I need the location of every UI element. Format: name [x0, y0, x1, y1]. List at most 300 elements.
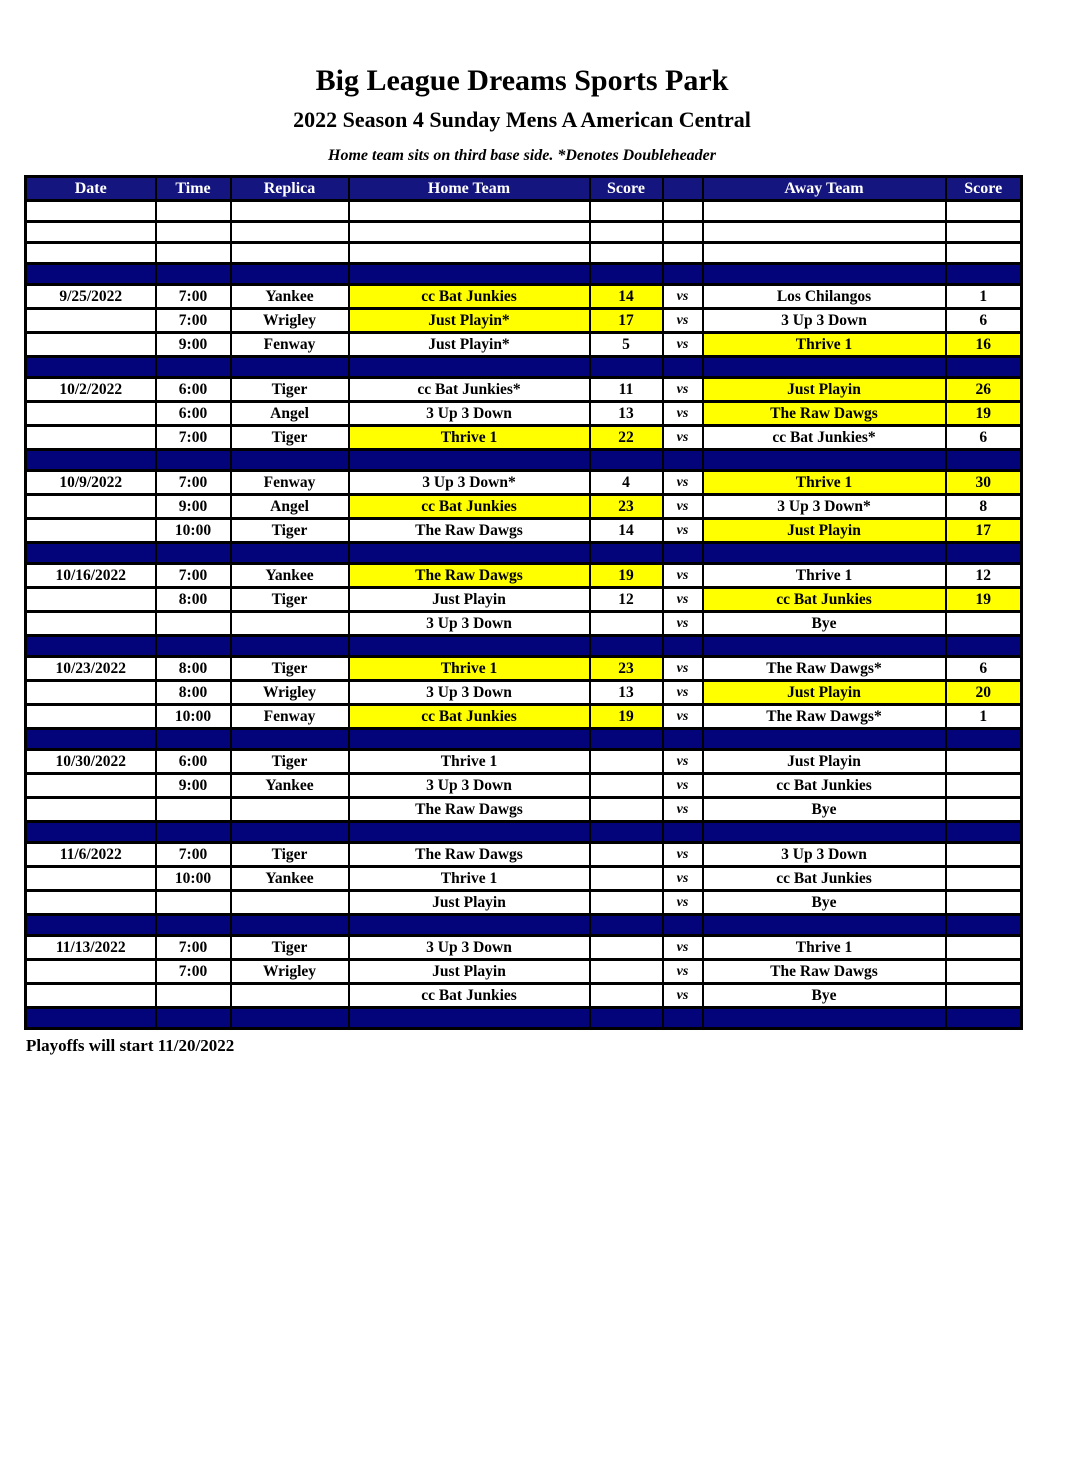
away-score-cell: [946, 201, 1022, 222]
away-score-cell: [946, 543, 1022, 564]
time-cell: 9:00: [156, 774, 231, 798]
home-team-cell: cc Bat Junkies: [349, 285, 590, 309]
home-team-cell: cc Bat Junkies: [349, 984, 590, 1008]
home-score-cell: 11: [590, 378, 663, 402]
replica-cell: Tiger: [231, 750, 349, 774]
home-team-cell: [349, 450, 590, 471]
date-cell: [26, 612, 156, 636]
home-team-cell: Thrive 1: [349, 867, 590, 891]
replica-cell: Wrigley: [231, 309, 349, 333]
home-team-cell: 3 Up 3 Down: [349, 936, 590, 960]
home-team-cell: 3 Up 3 Down: [349, 402, 590, 426]
time-cell: [156, 798, 231, 822]
col-header-away-score: Score: [946, 177, 1022, 201]
game-row: [26, 936, 1022, 960]
vs-cell: vs: [663, 519, 703, 543]
home-score-cell: [590, 612, 663, 636]
home-team-cell: 3 Up 3 Down*: [349, 471, 590, 495]
away-team-cell: Thrive 1: [703, 564, 946, 588]
time-cell: 9:00: [156, 333, 231, 357]
time-cell: 7:00: [156, 960, 231, 984]
playoffs-note: Playoffs will start 11/20/2022: [26, 1036, 235, 1055]
game-row: [26, 495, 1022, 519]
game-row: [26, 519, 1022, 543]
replica-cell: Tiger: [231, 657, 349, 681]
away-team-cell: Bye: [703, 891, 946, 915]
replica-cell: Tiger: [231, 426, 349, 450]
vs-cell: [663, 636, 703, 657]
time-cell: 7:00: [156, 285, 231, 309]
game-row: [26, 681, 1022, 705]
col-header-home-score: Score: [590, 177, 663, 201]
home-score-cell: [590, 822, 663, 843]
vs-cell: vs: [663, 471, 703, 495]
replica-cell: Fenway: [231, 705, 349, 729]
home-team-cell: Thrive 1: [349, 657, 590, 681]
home-score-cell: [590, 729, 663, 750]
home-team-cell: [349, 243, 590, 264]
away-score-cell: 1: [946, 285, 1022, 309]
away-team-cell: 3 Up 3 Down: [703, 309, 946, 333]
time-cell: [156, 357, 231, 378]
home-team-cell: Just Playin*: [349, 333, 590, 357]
time-cell: [156, 915, 231, 936]
vs-cell: [663, 357, 703, 378]
replica-cell: Wrigley: [231, 960, 349, 984]
date-cell: [26, 201, 156, 222]
home-score-cell: [590, 867, 663, 891]
vs-cell: vs: [663, 309, 703, 333]
vs-cell: [663, 201, 703, 222]
date-cell: [26, 543, 156, 564]
away-score-cell: [946, 222, 1022, 243]
vs-cell: vs: [663, 588, 703, 612]
time-cell: [156, 264, 231, 285]
empty-row: [26, 201, 1022, 222]
home-team-cell: [349, 915, 590, 936]
vs-cell: vs: [663, 774, 703, 798]
home-score-cell: 23: [590, 657, 663, 681]
date-cell: [26, 984, 156, 1008]
date-cell: [26, 243, 156, 264]
time-cell: 10:00: [156, 867, 231, 891]
away-team-cell: [703, 201, 946, 222]
date-cell: [26, 222, 156, 243]
time-cell: 6:00: [156, 402, 231, 426]
vs-cell: vs: [663, 657, 703, 681]
separator-row: [26, 264, 1022, 285]
replica-cell: [231, 612, 349, 636]
time-cell: [156, 201, 231, 222]
time-cell: 7:00: [156, 471, 231, 495]
time-cell: 6:00: [156, 750, 231, 774]
date-cell: 11/6/2022: [26, 843, 156, 867]
time-cell: 8:00: [156, 681, 231, 705]
away-team-cell: 3 Up 3 Down: [703, 843, 946, 867]
replica-cell: [231, 450, 349, 471]
away-team-cell: Just Playin: [703, 519, 946, 543]
home-team-note: Home team sits on third base side. *Denotes Doubleheader: [328, 147, 716, 164]
away-team-cell: Bye: [703, 798, 946, 822]
vs-cell: vs: [663, 798, 703, 822]
home-team-cell: [349, 822, 590, 843]
vs-cell: [663, 264, 703, 285]
date-cell: 10/23/2022: [26, 657, 156, 681]
vs-cell: vs: [663, 495, 703, 519]
home-score-cell: 13: [590, 681, 663, 705]
game-row: [26, 750, 1022, 774]
replica-cell: Angel: [231, 402, 349, 426]
game-row: [26, 333, 1022, 357]
date-cell: [26, 729, 156, 750]
home-score-cell: 14: [590, 519, 663, 543]
home-score-cell: [590, 243, 663, 264]
away-score-cell: 19: [946, 402, 1022, 426]
vs-cell: vs: [663, 891, 703, 915]
time-cell: 7:00: [156, 426, 231, 450]
separator-row: [26, 543, 1022, 564]
replica-cell: Tiger: [231, 843, 349, 867]
vs-cell: vs: [663, 681, 703, 705]
document-header: [0, 64, 1044, 165]
home-team-cell: [349, 201, 590, 222]
vs-cell: vs: [663, 936, 703, 960]
separator-row: [26, 822, 1022, 843]
time-cell: [156, 543, 231, 564]
home-team-cell: [349, 1008, 590, 1029]
away-team-cell: [703, 543, 946, 564]
away-team-cell: [703, 1008, 946, 1029]
date-cell: [26, 519, 156, 543]
away-score-cell: 12: [946, 564, 1022, 588]
vs-cell: [663, 243, 703, 264]
away-score-cell: [946, 774, 1022, 798]
schedule-document: [0, 64, 1088, 1056]
home-score-cell: [590, 450, 663, 471]
col-header-vs: [663, 177, 703, 201]
home-team-cell: [349, 543, 590, 564]
home-score-cell: [590, 915, 663, 936]
home-score-cell: 14: [590, 285, 663, 309]
away-team-cell: Bye: [703, 984, 946, 1008]
col-header-away-team: Away Team: [703, 177, 946, 201]
col-header-replica: Replica: [231, 177, 349, 201]
away-score-cell: [946, 243, 1022, 264]
away-score-cell: 30: [946, 471, 1022, 495]
home-score-cell: 19: [590, 705, 663, 729]
home-score-cell: [590, 843, 663, 867]
date-cell: [26, 309, 156, 333]
home-team-cell: Just Playin: [349, 588, 590, 612]
time-cell: [156, 450, 231, 471]
home-score-cell: 5: [590, 333, 663, 357]
game-row: [26, 588, 1022, 612]
away-team-cell: [703, 357, 946, 378]
home-score-cell: [590, 201, 663, 222]
home-team-cell: cc Bat Junkies*: [349, 378, 590, 402]
replica-cell: [231, 357, 349, 378]
time-cell: [156, 822, 231, 843]
away-team-cell: Just Playin: [703, 378, 946, 402]
date-cell: [26, 774, 156, 798]
vs-cell: [663, 222, 703, 243]
vs-cell: vs: [663, 705, 703, 729]
away-score-cell: [946, 798, 1022, 822]
time-cell: [156, 243, 231, 264]
home-score-cell: 4: [590, 471, 663, 495]
date-cell: [26, 822, 156, 843]
replica-cell: Angel: [231, 495, 349, 519]
away-team-cell: Just Playin: [703, 750, 946, 774]
away-score-cell: [946, 915, 1022, 936]
home-team-cell: Just Playin: [349, 891, 590, 915]
replica-cell: [231, 798, 349, 822]
replica-cell: [231, 984, 349, 1008]
away-team-cell: The Raw Dawgs*: [703, 705, 946, 729]
game-row: [26, 309, 1022, 333]
away-score-cell: 6: [946, 309, 1022, 333]
away-score-cell: [946, 936, 1022, 960]
game-row: [26, 285, 1022, 309]
game-row: [26, 564, 1022, 588]
home-score-cell: [590, 891, 663, 915]
away-team-cell: Just Playin: [703, 681, 946, 705]
game-row: [26, 612, 1022, 636]
away-team-cell: [703, 243, 946, 264]
vs-cell: vs: [663, 426, 703, 450]
replica-cell: [231, 201, 349, 222]
time-cell: [156, 1008, 231, 1029]
date-cell: 10/30/2022: [26, 750, 156, 774]
vs-cell: vs: [663, 402, 703, 426]
game-row: [26, 402, 1022, 426]
game-row: [26, 657, 1022, 681]
home-score-cell: 12: [590, 588, 663, 612]
vs-cell: vs: [663, 843, 703, 867]
time-cell: 10:00: [156, 519, 231, 543]
home-score-cell: 23: [590, 495, 663, 519]
time-cell: 7:00: [156, 309, 231, 333]
date-cell: [26, 867, 156, 891]
home-team-cell: Just Playin*: [349, 309, 590, 333]
away-score-cell: [946, 612, 1022, 636]
away-team-cell: The Raw Dawgs*: [703, 657, 946, 681]
away-score-cell: [946, 891, 1022, 915]
date-cell: [26, 426, 156, 450]
time-cell: [156, 636, 231, 657]
page-subtitle: 2022 Season 4 Sunday Mens A American Central: [293, 107, 751, 132]
away-team-cell: Los Chilangos: [703, 285, 946, 309]
time-cell: 7:00: [156, 843, 231, 867]
date-cell: [26, 402, 156, 426]
replica-cell: Fenway: [231, 471, 349, 495]
vs-cell: [663, 729, 703, 750]
away-score-cell: 20: [946, 681, 1022, 705]
vs-cell: vs: [663, 984, 703, 1008]
away-score-cell: [946, 450, 1022, 471]
vs-cell: [663, 822, 703, 843]
home-score-cell: [590, 543, 663, 564]
away-team-cell: cc Bat Junkies: [703, 588, 946, 612]
date-cell: [26, 960, 156, 984]
empty-row: [26, 222, 1022, 243]
home-score-cell: [590, 984, 663, 1008]
away-score-cell: 8: [946, 495, 1022, 519]
away-team-cell: Thrive 1: [703, 471, 946, 495]
time-cell: 7:00: [156, 936, 231, 960]
vs-cell: [663, 450, 703, 471]
home-score-cell: [590, 222, 663, 243]
away-team-cell: Bye: [703, 612, 946, 636]
away-score-cell: [946, 1008, 1022, 1029]
home-score-cell: [590, 798, 663, 822]
home-team-cell: The Raw Dawgs: [349, 798, 590, 822]
separator-row: [26, 636, 1022, 657]
away-team-cell: The Raw Dawgs: [703, 402, 946, 426]
away-team-cell: 3 Up 3 Down*: [703, 495, 946, 519]
separator-row: [26, 357, 1022, 378]
date-cell: 10/16/2022: [26, 564, 156, 588]
vs-cell: vs: [663, 612, 703, 636]
away-score-cell: 17: [946, 519, 1022, 543]
home-team-cell: [349, 357, 590, 378]
time-cell: 7:00: [156, 564, 231, 588]
away-score-cell: [946, 984, 1022, 1008]
vs-cell: vs: [663, 285, 703, 309]
game-row: [26, 867, 1022, 891]
col-header-home-team: Home Team: [349, 177, 590, 201]
schedule-table-body: [26, 201, 1022, 1029]
replica-cell: [231, 243, 349, 264]
home-score-cell: 13: [590, 402, 663, 426]
game-row: [26, 705, 1022, 729]
replica-cell: [231, 915, 349, 936]
table-header-row: [26, 177, 1022, 201]
time-cell: [156, 612, 231, 636]
time-cell: 10:00: [156, 705, 231, 729]
home-team-cell: Just Playin: [349, 960, 590, 984]
away-score-cell: 1: [946, 705, 1022, 729]
col-header-time: Time: [156, 177, 231, 201]
time-cell: 6:00: [156, 378, 231, 402]
vs-cell: [663, 1008, 703, 1029]
away-score-cell: 6: [946, 426, 1022, 450]
away-score-cell: [946, 357, 1022, 378]
empty-row: [26, 243, 1022, 264]
away-team-cell: [703, 822, 946, 843]
replica-cell: Yankee: [231, 867, 349, 891]
away-score-cell: [946, 867, 1022, 891]
away-team-cell: Thrive 1: [703, 936, 946, 960]
away-team-cell: [703, 222, 946, 243]
home-score-cell: [590, 960, 663, 984]
date-cell: [26, 450, 156, 471]
home-team-cell: 3 Up 3 Down: [349, 612, 590, 636]
home-team-cell: cc Bat Junkies: [349, 495, 590, 519]
game-row: [26, 798, 1022, 822]
game-row: [26, 774, 1022, 798]
date-cell: [26, 495, 156, 519]
replica-cell: [231, 543, 349, 564]
date-cell: [26, 588, 156, 612]
time-cell: 8:00: [156, 657, 231, 681]
away-team-cell: [703, 915, 946, 936]
date-cell: [26, 705, 156, 729]
away-team-cell: [703, 264, 946, 285]
date-cell: [26, 357, 156, 378]
home-score-cell: [590, 1008, 663, 1029]
away-score-cell: [946, 636, 1022, 657]
replica-cell: Tiger: [231, 519, 349, 543]
home-team-cell: [349, 264, 590, 285]
date-cell: [26, 681, 156, 705]
away-team-cell: [703, 636, 946, 657]
home-score-cell: 22: [590, 426, 663, 450]
away-score-cell: 6: [946, 657, 1022, 681]
replica-cell: Tiger: [231, 936, 349, 960]
away-score-cell: [946, 960, 1022, 984]
home-score-cell: [590, 636, 663, 657]
replica-cell: [231, 822, 349, 843]
away-team-cell: [703, 450, 946, 471]
replica-cell: [231, 891, 349, 915]
date-cell: [26, 636, 156, 657]
away-team-cell: [703, 729, 946, 750]
away-score-cell: [946, 822, 1022, 843]
col-header-date: Date: [26, 177, 156, 201]
date-cell: 11/13/2022: [26, 936, 156, 960]
date-cell: 10/2/2022: [26, 378, 156, 402]
game-row: [26, 843, 1022, 867]
time-cell: [156, 891, 231, 915]
away-team-cell: cc Bat Junkies*: [703, 426, 946, 450]
away-team-cell: cc Bat Junkies: [703, 867, 946, 891]
replica-cell: Tiger: [231, 378, 349, 402]
home-team-cell: 3 Up 3 Down: [349, 681, 590, 705]
away-score-cell: 19: [946, 588, 1022, 612]
game-row: [26, 471, 1022, 495]
date-cell: [26, 891, 156, 915]
home-score-cell: [590, 357, 663, 378]
away-score-cell: [946, 843, 1022, 867]
away-score-cell: 26: [946, 378, 1022, 402]
home-team-cell: The Raw Dawgs: [349, 564, 590, 588]
away-score-cell: 16: [946, 333, 1022, 357]
game-row: [26, 984, 1022, 1008]
home-score-cell: [590, 774, 663, 798]
time-cell: 8:00: [156, 588, 231, 612]
date-cell: [26, 333, 156, 357]
home-team-cell: [349, 222, 590, 243]
separator-row: [26, 915, 1022, 936]
replica-cell: [231, 1008, 349, 1029]
game-row: [26, 426, 1022, 450]
date-cell: 9/25/2022: [26, 285, 156, 309]
home-score-cell: [590, 750, 663, 774]
away-team-cell: The Raw Dawgs: [703, 960, 946, 984]
replica-cell: [231, 264, 349, 285]
home-score-cell: [590, 264, 663, 285]
replica-cell: Fenway: [231, 333, 349, 357]
replica-cell: Yankee: [231, 564, 349, 588]
game-row: [26, 891, 1022, 915]
home-team-cell: The Raw Dawgs: [349, 843, 590, 867]
home-score-cell: 19: [590, 564, 663, 588]
date-cell: 10/9/2022: [26, 471, 156, 495]
replica-cell: Yankee: [231, 774, 349, 798]
replica-cell: [231, 222, 349, 243]
vs-cell: vs: [663, 564, 703, 588]
